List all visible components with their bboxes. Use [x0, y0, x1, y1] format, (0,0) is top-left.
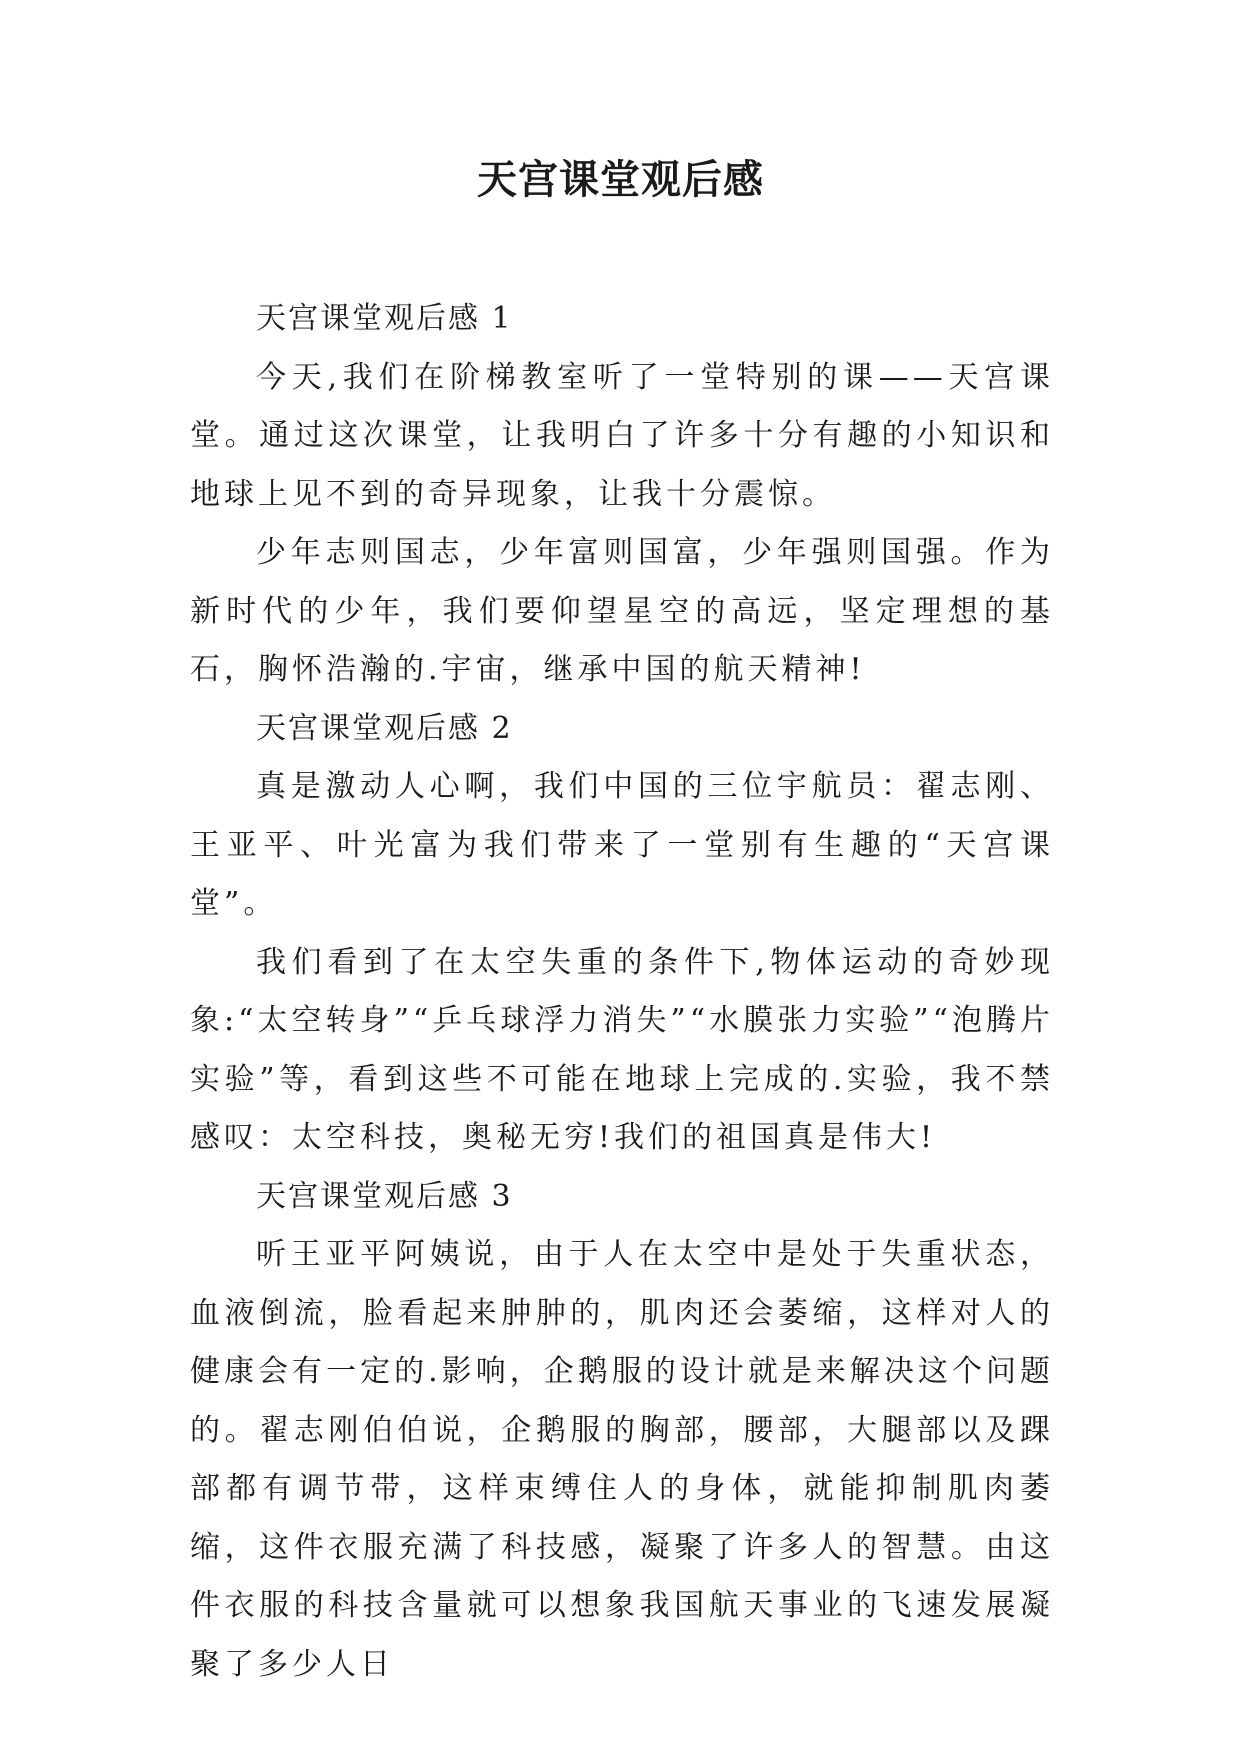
paragraph: 今天,我们在阶梯教室听了一堂特别的课——天宫课堂。通过这次课堂，让我明白了许多十分有趣的小知识和地球上见不到的奇异现象，让我十分震惊。: [190, 359, 1054, 512]
paragraph: 真是激动人心啊，我们中国的三位宇航员：翟志刚、王亚平、叶光富为我们带来了一堂别有生趣的“天宫课堂”。: [190, 769, 1054, 921]
paragraph: 少年志则国志，少年富则国富，少年强则国强。作为新时代的少年，我们要仰望星空的高远，坚定理想的基石，胸怀浩瀚的.宇宙，继承中国的航天精神!: [190, 535, 1054, 687]
section-heading-2: 天宫课堂观后感 2: [256, 710, 513, 746]
document-title: 天宫课堂观后感: [477, 157, 764, 203]
document-body: [190, 290, 1054, 1694]
section-heading-1: 天宫课堂观后感 1: [256, 301, 513, 336]
paragraph: 听王亚平阿姨说，由于人在太空中是处于失重状态，血液倒流，脸看起来肿肿的，肌肉还会萎缩，这样对人的健康会有一定的.影响，企鹅服的设计就是来解决这个问题的。翟志刚伯伯说，企鹅服的胸部，腰部，大腿部以及踝部都有调节带，这样束缚住人的身体，就能抑制肌肉萎缩，这件衣服充满了科技感，凝聚了许多人的智慧。由这件衣服的科技含量就可以想象我国航天事业的飞速发展凝聚了多少人日: [190, 1237, 1054, 1682]
section-heading-3: 天宫课堂观后感 3: [256, 1178, 513, 1214]
paragraph: 我们看到了在太空失重的条件下,物体运动的奇妙现象:“太空转身”“乒乓球浮力消失”“水膜张力实验”“泡腾片实验”等，看到这些不可能在地球上完成的.实验，我不禁感叹：太空科技，奥秘无穷!我们的祖国真是伟大!: [190, 944, 1054, 1155]
